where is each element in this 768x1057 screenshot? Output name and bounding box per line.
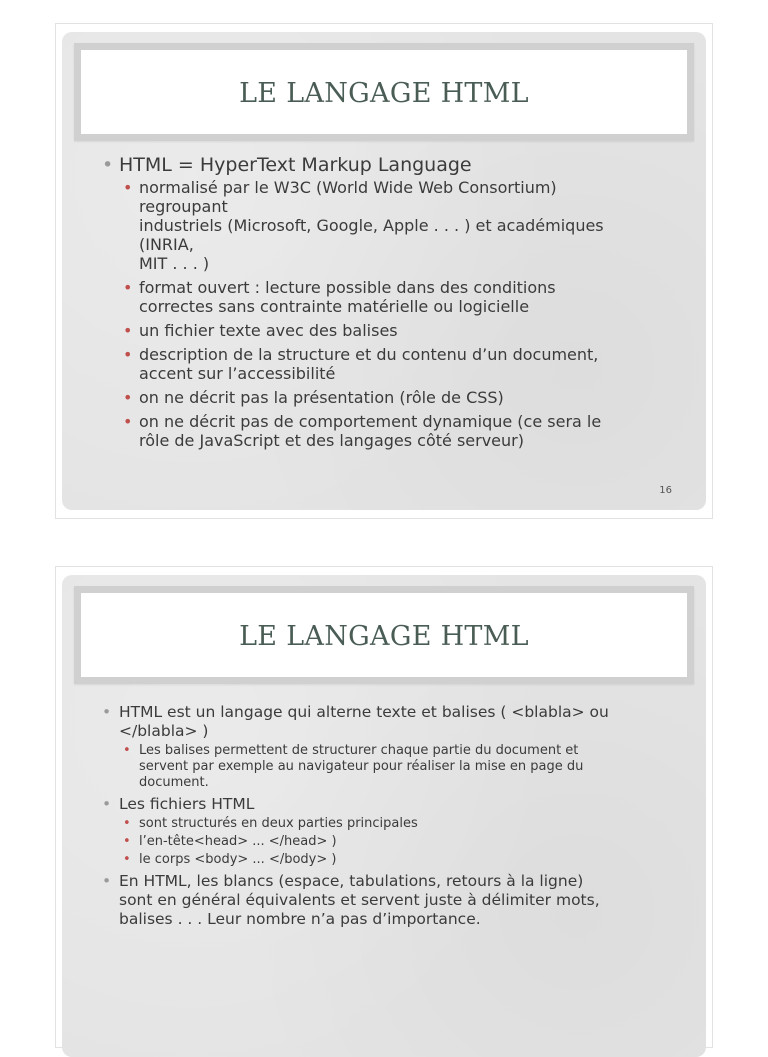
page-number: 16 — [659, 485, 672, 496]
sub-bullet-line: servent par exemple au navigateur pour réaliser la mise en page du — [139, 759, 584, 774]
red-bullet-icon: • — [123, 412, 133, 431]
red-bullet-icon: • — [123, 321, 133, 340]
sub-bullet-line: description de la structure et du contenu d’un document, — [139, 345, 599, 364]
title-band — [74, 43, 694, 141]
slide-content — [100, 703, 676, 932]
sub-bullet-line: format ouvert : lecture possible dans des conditions — [139, 278, 556, 297]
slide-background — [62, 32, 706, 510]
red-bullet-icon: • — [123, 852, 131, 867]
red-bullet-icon: • — [123, 178, 133, 197]
gray-bullet-icon: • — [102, 872, 112, 890]
red-bullet-icon: • — [123, 278, 133, 297]
bullet-item — [100, 154, 676, 450]
sub-bullet-line: correctes sans contrainte matérielle ou logicielle — [139, 297, 530, 316]
sub-bullet-item — [119, 278, 676, 316]
slide-title: LE LANGAGE HTML — [239, 621, 529, 652]
sub-bullet-line: document. — [139, 775, 209, 790]
bullet-line: En HTML, les blancs (espace, tabulations, retours à la ligne) — [119, 872, 584, 890]
sub-bullet-item — [119, 816, 676, 832]
gray-bullet-icon: • — [102, 154, 114, 176]
sub-bullet-item — [119, 345, 676, 383]
bullet-item — [100, 795, 676, 868]
red-bullet-icon: • — [123, 834, 131, 849]
bullet-line: Les fichiers HTML — [119, 795, 255, 813]
bullet-line: sont en général équivalents et servent juste à délimiter mots, — [119, 891, 600, 909]
sub-bullet-item — [119, 743, 676, 791]
red-bullet-icon: • — [123, 345, 133, 364]
sub-bullet-line: rôle de JavaScript et des langages côté serveur) — [139, 431, 524, 450]
bullet-item — [100, 872, 676, 929]
sub-bullet-line: MIT . . . ) — [139, 254, 210, 273]
bullet-text: HTML = HyperText Markup Language — [119, 154, 472, 176]
sub-bullet-line: un fichier texte avec des balises — [139, 321, 398, 340]
sub-bullet-line: le corps <body> ... </body> ) — [139, 852, 337, 867]
sub-bullet-item — [119, 321, 676, 340]
sub-bullet-item — [119, 178, 676, 273]
slide-background — [62, 575, 706, 1057]
sub-bullet-line: on ne décrit pas la présentation (rôle de CSS) — [139, 388, 504, 407]
sub-bullet-line: sont structurés en deux parties principales — [139, 816, 418, 831]
slide-content — [100, 154, 676, 455]
gray-bullet-icon: • — [102, 703, 112, 721]
sub-bullet-item — [119, 412, 676, 450]
sub-bullet-line: accent sur l’accessibilité — [139, 364, 336, 383]
red-bullet-icon: • — [123, 816, 131, 831]
sub-bullet-line: normalisé par le W3C (World Wide Web Consortium) — [139, 178, 557, 197]
sub-bullet-line: industriels (Microsoft, Google, Apple . . . ) et académiques — [139, 216, 604, 235]
slide-17 — [56, 567, 712, 1047]
sub-bullet-line: l’en-tête<head> ... </head> ) — [139, 834, 337, 849]
bullet-line: HTML est un langage qui alterne texte et balises ( <blabla> ou — [119, 703, 609, 721]
bullet-line: </blabla> ) — [119, 722, 209, 740]
title-band — [74, 586, 694, 684]
bullet-item — [100, 703, 676, 791]
sub-bullet-line: Les balises permettent de structurer chaque partie du document et — [139, 743, 579, 758]
sub-bullet-line: on ne décrit pas de comportement dynamique (ce sera le — [139, 412, 602, 431]
sub-bullet-item — [119, 388, 676, 407]
red-bullet-icon: • — [123, 388, 133, 407]
slide-title: LE LANGAGE HTML — [239, 78, 529, 109]
sub-bullet-item — [119, 852, 676, 868]
bullet-line: balises . . . Leur nombre n’a pas d’importance. — [119, 910, 481, 928]
red-bullet-icon: • — [123, 743, 131, 758]
sub-bullet-item — [119, 834, 676, 850]
gray-bullet-icon: • — [102, 795, 112, 813]
slide-16 — [56, 24, 712, 518]
sub-bullet-line: (INRIA, — [139, 235, 194, 254]
sub-bullet-line: regroupant — [139, 197, 228, 216]
